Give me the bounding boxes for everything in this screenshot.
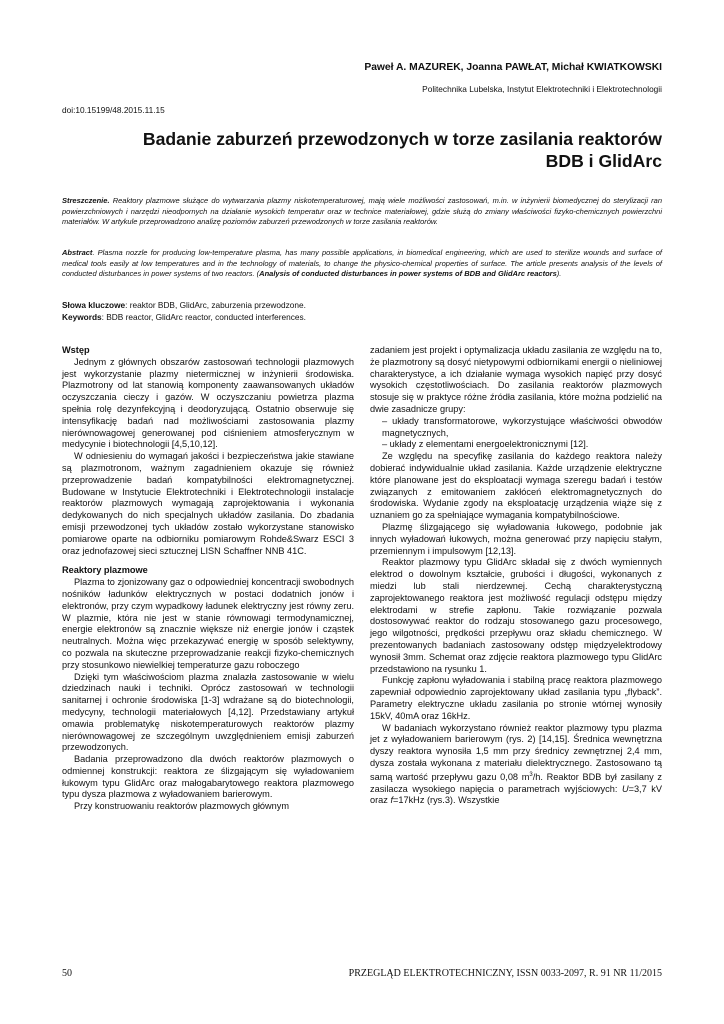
paragraph: Reaktor plazmowy typu GlidArc składał się z dwóch wymiennych elektrod o dowolnym kształcie, grubości i długości, wykonanych z miedzi lub stali nierdzewnej. Cechą charakterystyczną zaprojektowanego reaktora jest możliwość regulacji odstępu między elektrodami w strefie zapłonu. Takie rozwiązanie pozwala dostosowywać reaktor do rodzaju stosowanego gazu procesowego, jego wilgotności, prędkości przepływu oraz składu chemicznego. W prezentowanych badaniach zastosowany odstęp międzyelektrodowy wynosił 3mm. Schemat oraz zdjęcie reaktora plazmowego typu GlidArc przedstawiono na rysunku 1. <box>370 557 662 674</box>
keywords-en-label: Keywords <box>62 312 102 322</box>
keywords-en <box>62 312 662 323</box>
keywords-en-text: : BDB reactor, GlidArc reactor, conducted interferences. <box>101 312 306 322</box>
paragraph: Plazmę ślizgającego się wyładowania łukowego, podobnie jak innych wyładowań łukowych, można generować przy napięciu stałym, przemiennym i impulsowym [12,13]. <box>370 521 662 556</box>
symbol-u: U <box>621 783 629 794</box>
left-column <box>62 345 354 813</box>
streszczenie-text: Reaktory plazmowe służące do wytwarzania plazmy niskotemperaturowej, mają wiele możliwości zastosowań, m.in. w inżynierii biomedycznej do sterylizacji ran powierzchniowych i narzędzi nieodpornych na działanie wysokich temperatur oraz w technice materiałowej, gdzie służą do zmiany właściwości fizyko-chemicznych powierzchni materiałów. W artykule przeprowadzono analizę poziomów zaburzeń przewodzonych w torze zasilania reaktorów. <box>62 196 662 226</box>
abstract-label: Abstract <box>62 248 93 257</box>
keywords-pl <box>62 300 662 311</box>
section-heading-wstep: Wstęp <box>62 345 90 355</box>
doi: doi:10.15199/48.2015.11.15 <box>62 105 165 115</box>
section-heading-reaktory: Reaktory plazmowe <box>62 565 148 576</box>
abstract-text: . Plasma nozzle for producing low-temperature plasma, has many possible applications, in biomedical engineering, which are used to sterilize wounds and surface of medical tools easily at low temperatures and in the technology of materials, to change the physico-chemical properties of surface. The article presents analysis of the levels of conducted disturbances in power systems of two reactors. ( <box>62 248 662 278</box>
paragraph-part: /h. Reaktor BDB był zasilany z zasilacza wysokiego napięcia o parametrach wyjściowych: <box>370 771 662 794</box>
paragraph: Funkcję zapłonu wyładowania i stabilną pracę reaktora plazmowego zapewniał odpowiednio zaprojektowany układ zasilania typu „flyback”. Parametry elektryczne układu zasilania po stronie wtórnej wynosiły 15kV, 40mA oraz 16kHz. <box>370 675 662 721</box>
title-line-1: Badanie zaburzeń przewodzonych w torze zasilania reaktorów <box>142 129 662 149</box>
paragraph: Przy konstruowaniu reaktorów plazmowych głównym <box>74 801 289 812</box>
paragraph: Dzięki tym właściwościom plazma znalazła zastosowanie w wielu dziedzinach nauki i techniki. Oprócz zastosowań w technologii sanitarnej i ochronie środowiska [1-3] wdrażane są do biotechnologii, medycyny, technologii materiałowych [4,12]. Przedstawiany artykuł omawia problematykę niskotemperaturowych reaktorów plazmy nierównowagowej ze szczególnym uwzględnieniem emisji zaburzeń przewodzonych. <box>62 671 354 753</box>
paragraph-part: =3,7 kV oraz <box>370 783 662 806</box>
paragraph: Badania przeprowadzono dla dwóch reaktorów plazmowych o odmiennej konstrukcji: reaktora ze ślizgającym się wyładowaniem łukowym typu GlidArc oraz małogabarytowego reaktora plazmowego typu dysza plazmowa z wyładowaniem barierowym. <box>62 754 354 800</box>
paragraph: zadaniem jest projekt i optymalizacja układu zasilania ze względu na to, że plazmotrony są dosyć nietypowymi odbiornikami energii o nieliniowej charakterystyce, a ich działanie wymaga wysokich napięć przy dosyć wysokich częstotliwościach. Do zasilania reaktorów plazmowych stosuje się w praktyce różne źródła zasilania, które można podzielić na dwie zasadnicze grupy: <box>370 345 662 414</box>
symbol-f: f <box>390 795 393 806</box>
paragraph: Jednym z głównych obszarów zastosowań technologii plazmowych jest wykorzystanie plazmy nietermicznej w inżynierii środowiska. Plazmotrony od lat stanowią komponenty zaawansowanych układów oczyszczania cieczy i gazów. W oczyszczaniu powietrza plazma spełnia rolę dezynfekcyjną i deodoryzującą. Ostatnio obserwuje się intensyfikację badań nad możliwościami zastosowania plazmy nierównowagowej generowanej pod ciśnieniem atmosferycznym w medycynie i biotechnologii [4,5,10,12]. <box>62 356 354 450</box>
streszczenie <box>62 196 662 228</box>
keywords-pl-label: Słowa kluczowe <box>62 300 126 310</box>
abstract <box>62 248 662 280</box>
paragraph: Ze względu na specyfikę zasilania do każdego reaktora należy dobierać indywidualnie układ zasilania. Każde urządzenie elektryczne które planowane jest do eksploatacji wymaga szeregu badań i testów związanych z emitowaniem zakłóceń elektromagnetycznych do środowiska. Wydanie zgody na eksploatację urządzenia wiąże się z uznaniem go za spełniające wymagania kompatybilnościowe. <box>370 451 662 521</box>
right-column <box>370 345 662 807</box>
affiliation: Politechnika Lubelska, Instytut Elektrotechniki i Elektrotechnologii <box>422 84 662 94</box>
paragraph-part: W badaniach wykorzystano również reaktor plazmowy typu plazma jet z wyładowaniem barierowym (rys. 2) [14,15]. Średnica wewnętrzna dyszy reaktora wynosiła 1,5 mm przy średnicy zewnętrznej 2,4 mm, dysza została wykonana z materiału dielektrycznego. Zastosowano tą samą wartość przepływu gazu 0,08 m <box>370 722 662 782</box>
paragraph: Plazma to zjonizowany gaz o odpowiedniej koncentracji swobodnych nośników ładunków elektrycznych w postaci dodatnich jonów i elektronów, przy czym wypadkowy ładunek elektryczny jest równy zeru. W plazmie, która nie jest w stanie równowagi termodynamicznej, energie elektronów są znacznie większe niż energie jonów i cząstek neutralnych. Można więc przekazywać energię w sposób selektywny, co pozwala na skuteczne przeprowadzanie reakcji fizyko-chemicznych przy stosunkowo niewielkiej temperaturze gazu roboczego <box>62 577 354 670</box>
paper-title <box>62 128 662 172</box>
keywords-pl-text: : reaktor BDB, GlidArc, zaburzenia przewodzone. <box>125 300 306 310</box>
authors: Paweł A. MAZUREK, Joanna PAWŁAT, Michał KWIATKOWSKI <box>364 62 662 73</box>
abstract-english-title: Analysis of conducted disturbances in power systems of BDB and GlidArc reactors <box>259 269 557 278</box>
streszczenie-label: Streszczenie. <box>62 196 110 205</box>
journal-footer: PRZEGLĄD ELEKTROTECHNICZNY, ISSN 0033-2097, R. 91 NR 11/2015 <box>348 968 662 979</box>
paragraph <box>370 723 662 808</box>
superscript: 3 <box>529 771 533 778</box>
page-number: 50 <box>62 968 72 979</box>
paragraph: W odniesieniu do wymagań jakości i bezpieczeństwa jakie stawiane są plazmotronom, ważnym zagadnieniem okazuje się również przeprowadzenie badań kompatybilności elektromagnetycznej. Budowane w Instytucie Elektrotechniki i Elektrotechnologii instalacje reaktorów plazmowych wymagają zaprojektowania i wykonania dedykowanych do nich specjalnych układów zasilania. Do zbadania emisji przewodzonej tych układów zostało wykorzystane stanowisko pomiarowe oparte na odbiorniku pomiarowym Rohde&Swarz ESCI 3 oraz jednofazowej sieci sztucznej LISN Schaffner NNB 41C. <box>62 451 354 556</box>
paragraph-part: =17kHz (rys.3). Wszystkie <box>393 795 500 806</box>
abstract-end: ). <box>556 269 562 278</box>
list-item: – układy z elementami energoelektronicznymi [12]. <box>382 439 589 450</box>
title-line-2: BDB i GlidArc <box>545 151 662 171</box>
list-item: – układy transformatorowe, wykorzystujące właściwości obwodów magnetycznych, <box>382 415 662 438</box>
